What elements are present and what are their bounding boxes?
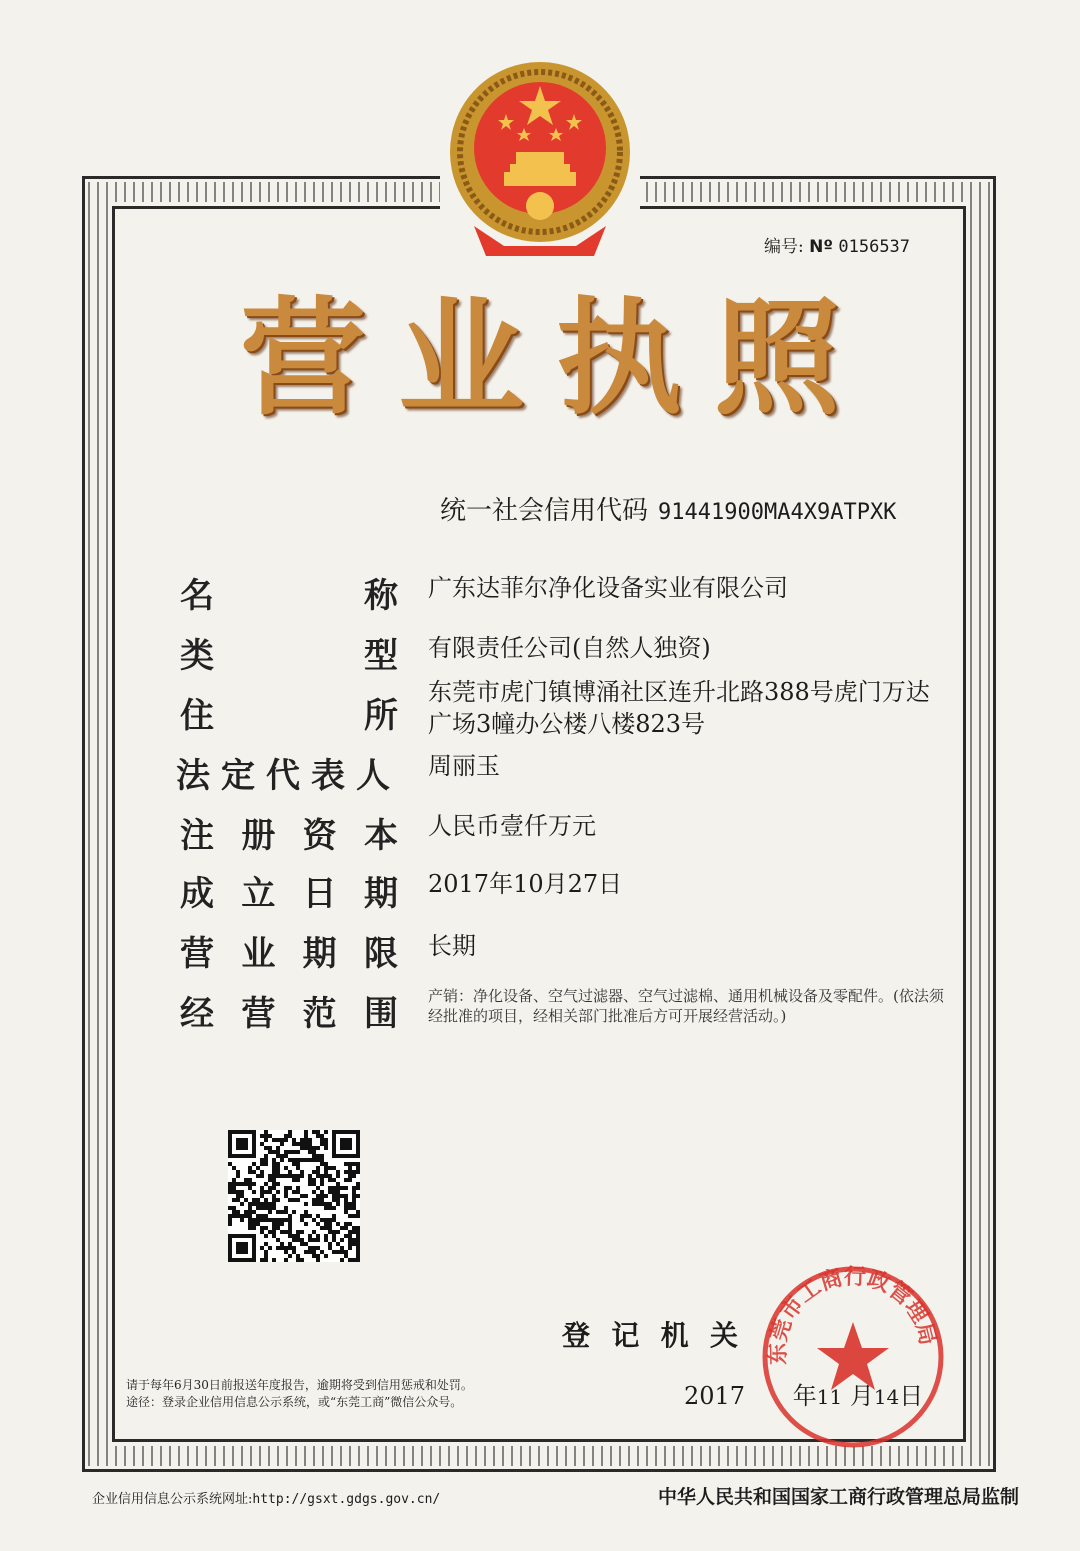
field-label: 法 定 代 表 人 <box>176 756 390 796</box>
field-label: 营 业 期 限 <box>180 934 398 974</box>
title-char: 照 <box>714 285 840 432</box>
qr-code-icon[interactable] <box>228 1130 360 1262</box>
serial-value: 0156537 <box>838 237 911 257</box>
field-label: 注 册 资 本 <box>180 816 398 856</box>
business-scope-value: 产销：净化设备、空气过滤器、空气过滤棉、通用机械设备及零配件。(依法须经批准的项目，经相关部门批准后方可开展经营活动。) <box>428 987 944 1025</box>
legal-rep-value: 周丽玉 <box>428 752 500 780</box>
title-char: 业 <box>398 285 524 432</box>
official-seal-icon <box>758 1262 948 1452</box>
national-emblem-icon <box>444 56 636 256</box>
title-char: 营 <box>240 285 366 432</box>
title-char: 执 <box>556 285 682 432</box>
credit-code-value: 91441900MA4X9ATPXK <box>658 500 897 525</box>
capital-value: 人民币壹仟万元 <box>428 812 596 840</box>
footer-site: 企业信用信息公示系统网址:http://gsxt.gdgs.gov.cn/ <box>92 1492 441 1507</box>
page-title <box>240 285 840 432</box>
serial-label: 编号: <box>764 237 804 257</box>
address-value: 东莞市虎门镇博涌社区连升北路388号虎门万达广场3幢办公楼八楼823号 <box>428 678 930 738</box>
company-name-value: 广东达菲尔净化设备实业有限公司 <box>428 574 788 602</box>
term-value: 长期 <box>428 932 476 960</box>
site-url-link[interactable]: http://gsxt.gdgs.gov.cn/ <box>252 1492 441 1507</box>
svg-text:东莞市工商行政管理局: 东莞市工商行政管理局 <box>765 1264 941 1366</box>
established-date-value: 2017年10月27日 <box>428 870 623 898</box>
serial-number <box>764 232 910 257</box>
credit-code <box>440 490 896 527</box>
field-label: 经 营 范 围 <box>180 994 398 1034</box>
company-type-value: 有限责任公司(自然人独资) <box>428 634 711 662</box>
registration-authority-label: 登 记 机 关 <box>562 1319 738 1352</box>
annual-report-notice: 请于每年6月30日前报送年度报告，逾期将受到信用惩戒和处罚。 途径：登录企业信用信息公示系统，或“东莞工商”微信公众号。 <box>126 1378 473 1409</box>
supervisor-text: 中华人民共和国国家工商行政管理总局监制 <box>658 1486 1020 1508</box>
field-label: 类 型 <box>180 636 398 676</box>
serial-no-sign: Nº <box>809 237 833 257</box>
registration-date: 2017 年11 月14日 <box>684 1382 924 1410</box>
field-label: 成 立 日 期 <box>180 874 398 914</box>
credit-code-label: 统一社会信用代码 <box>440 496 649 526</box>
field-label: 名 称 <box>180 576 398 616</box>
field-label: 住 所 <box>180 696 398 736</box>
